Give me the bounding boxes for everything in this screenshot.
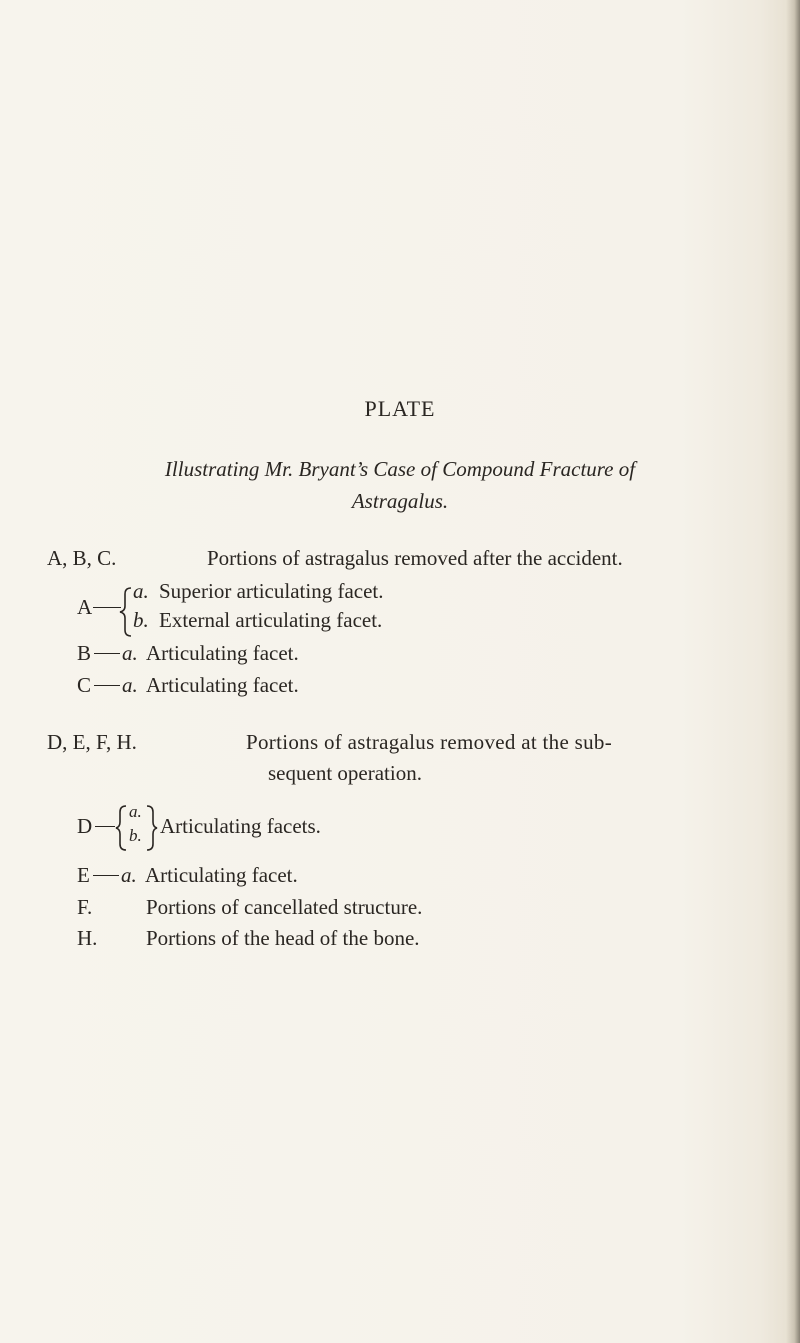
dash-c <box>94 685 120 686</box>
a-item-2-text: External articulating facet. <box>159 608 383 632</box>
label-h: H. <box>77 926 98 950</box>
f-text: Portions of cancellated structure. <box>146 895 423 919</box>
b-text: Articulating facet. <box>146 641 299 665</box>
c-mark: a. <box>122 673 138 697</box>
e-text: Articulating facet. <box>145 863 298 887</box>
h-text: Portions of the head of the bone. <box>146 926 420 950</box>
label-b: B <box>77 641 92 665</box>
dash-a <box>93 607 121 608</box>
section2-heading-line1: Portions of astragalus removed at the sub- <box>246 730 613 754</box>
c-text: Articulating facet. <box>146 673 299 697</box>
a-item-1-text: Superior articulating facet. <box>159 579 384 603</box>
d-mark-b: b. <box>129 826 142 845</box>
brace-d-right-icon <box>145 804 159 852</box>
dash-e <box>93 875 119 876</box>
brace-a-icon <box>118 586 134 638</box>
label-a: A <box>77 595 93 619</box>
page-edge-shadow <box>786 0 800 1343</box>
label-d: D <box>77 814 93 838</box>
a-item-2-mark: b. <box>133 608 149 632</box>
d-mark-a: a. <box>129 802 142 821</box>
e-mark: a. <box>121 863 137 887</box>
label-c: C <box>77 673 92 697</box>
plate-title: PLATE <box>364 396 436 421</box>
label-e: E <box>77 863 90 887</box>
a-item-1-mark: a. <box>133 579 149 603</box>
label-f: F. <box>77 895 93 919</box>
section2-heading-line2: sequent operation. <box>268 761 422 785</box>
b-mark: a. <box>122 641 138 665</box>
section1-heading: Portions of astragalus removed after the accident. <box>207 546 623 570</box>
plate-subtitle-line1: Illustrating Mr. Bryant’s Case of Compound Fracture of <box>164 457 636 481</box>
d-text: Articulating facets. <box>160 814 321 838</box>
section1-letters: A, B, C. <box>47 546 117 570</box>
section2-letters: D, E, F, H. <box>47 730 137 754</box>
dash-b <box>94 653 120 654</box>
brace-d-left-icon <box>114 804 128 852</box>
plate-subtitle-line2: Astragalus. <box>351 489 449 513</box>
dash-d <box>95 826 115 827</box>
